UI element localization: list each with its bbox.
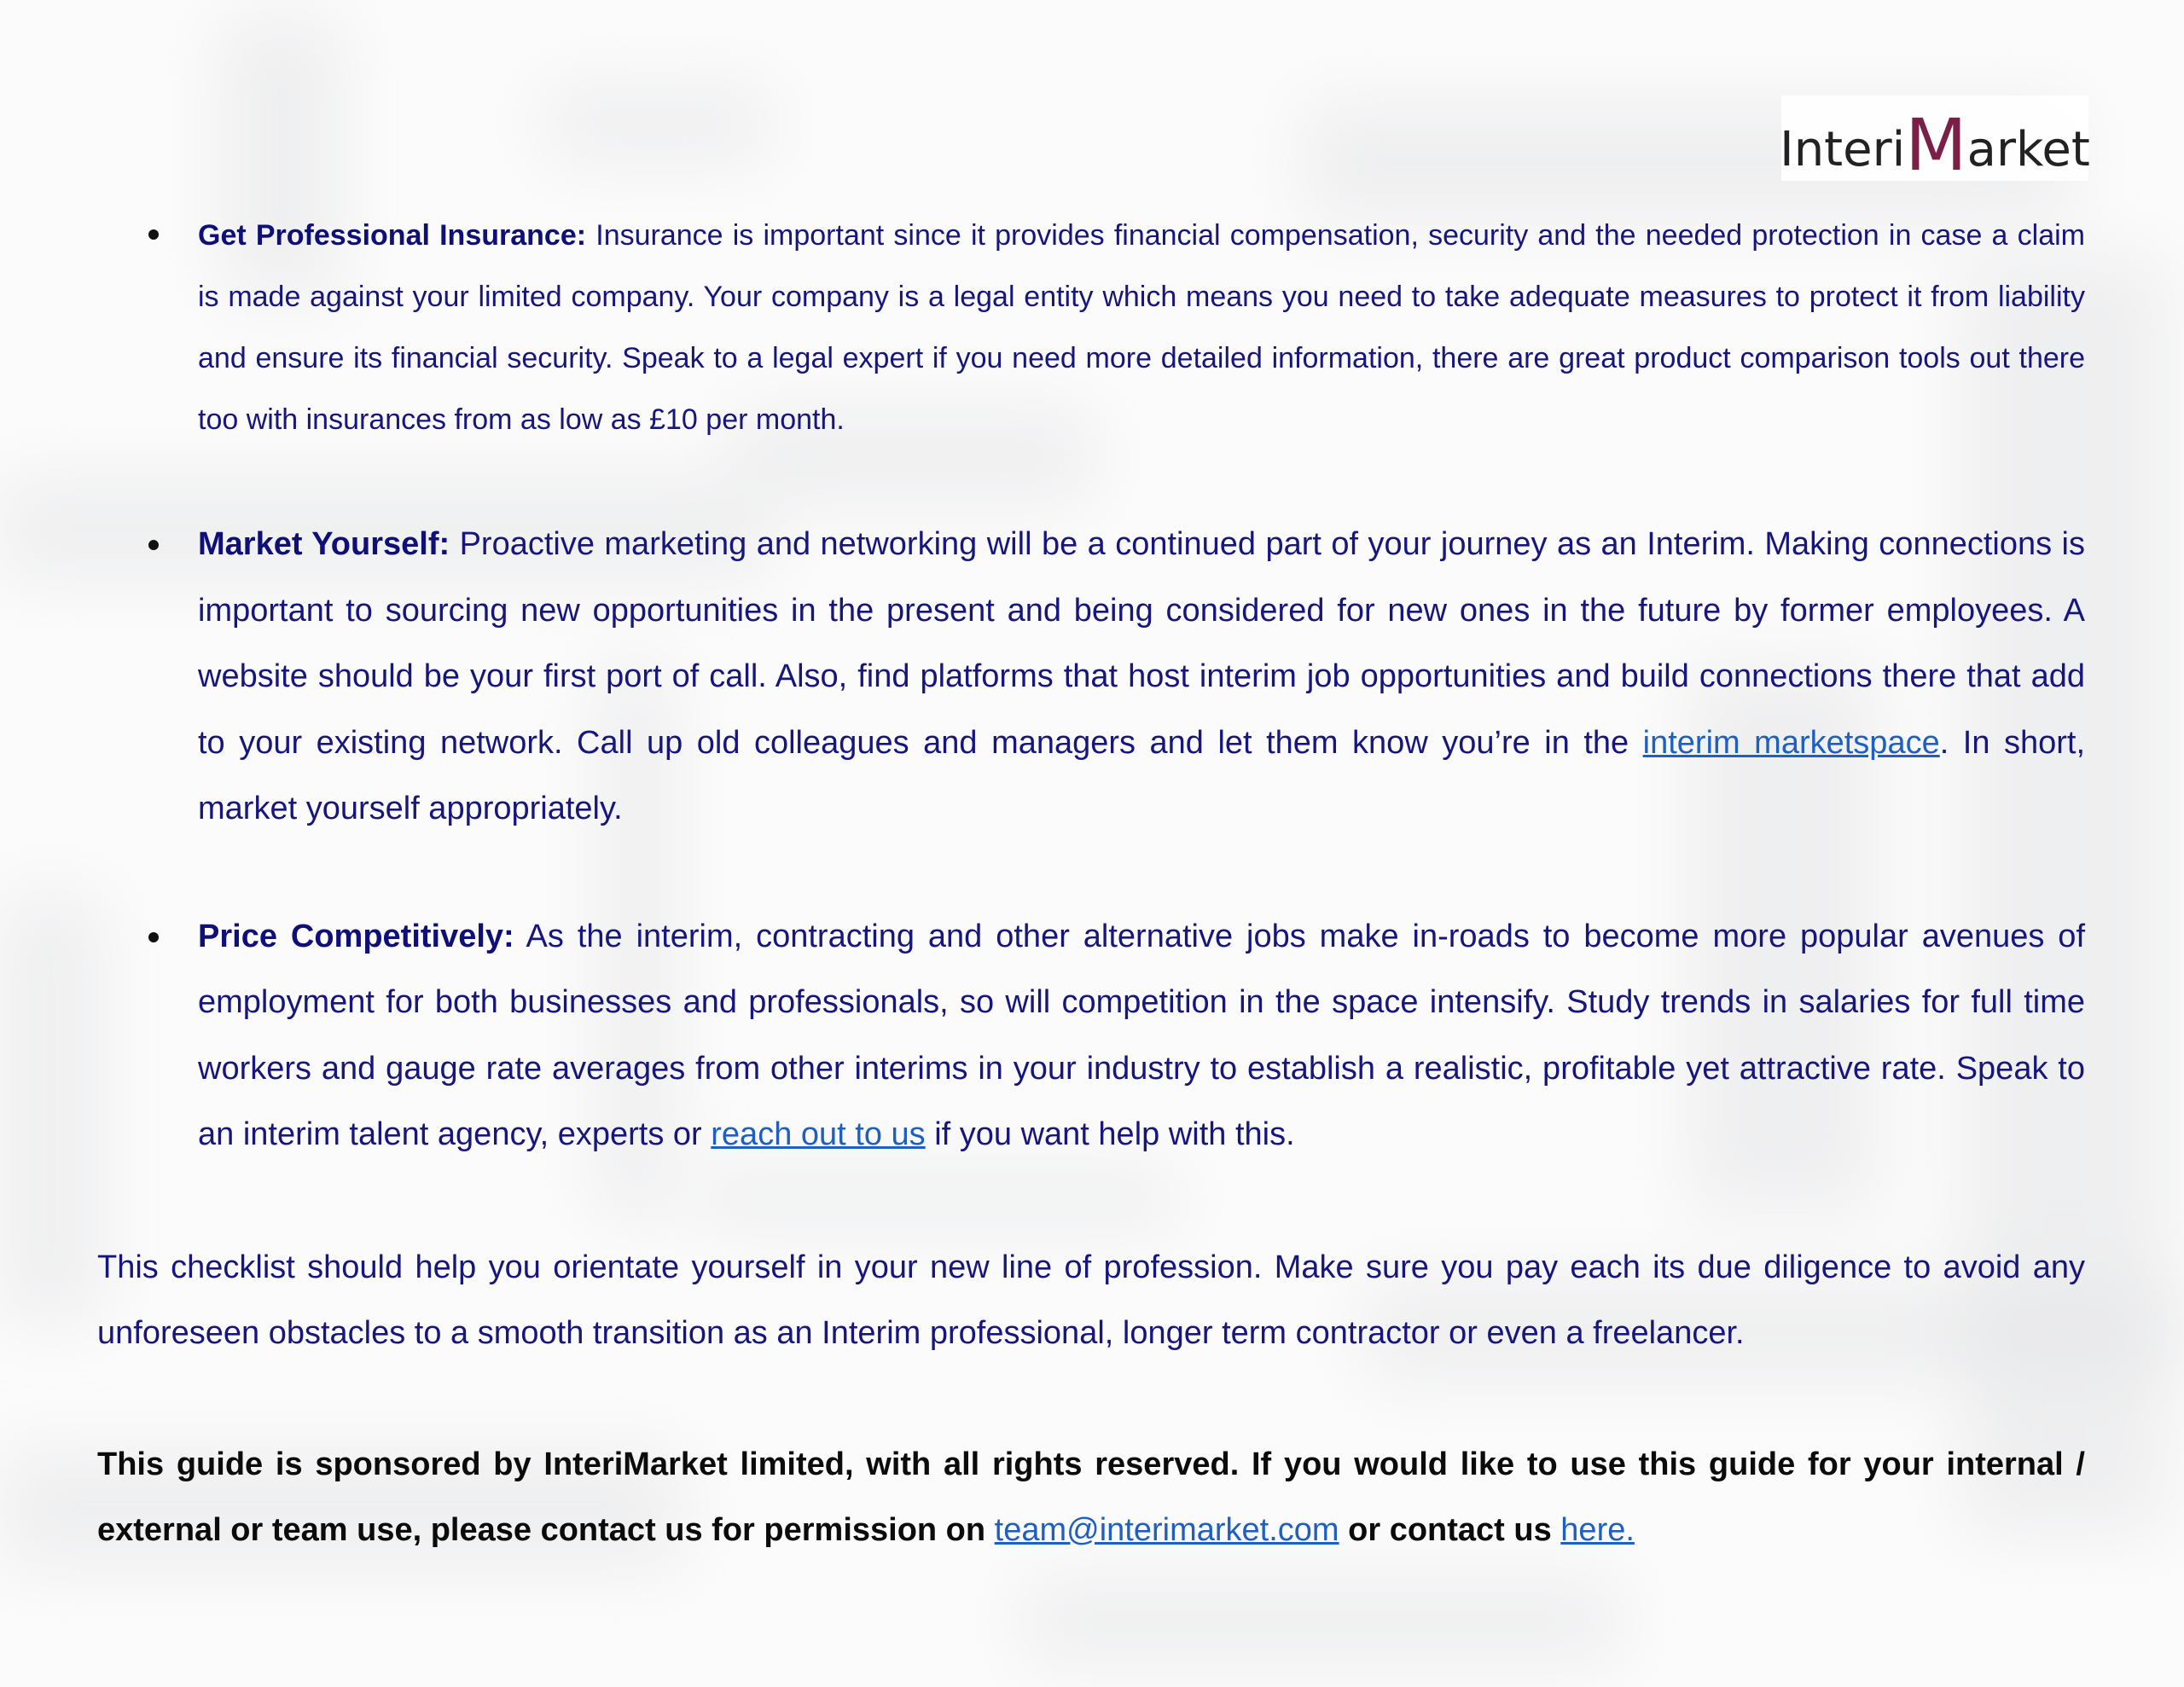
bullet-dot [148, 932, 159, 942]
document-body [97, 205, 2085, 1597]
bullet-price-competitively [97, 904, 2085, 1168]
sponsor-text: This guide is sponsored by InteriMarket limited, with all rights reserved. If you would like to use this guide for your internal / external or team use, please contact us for permission on [97, 1446, 2085, 1548]
bullet-dot [148, 229, 159, 240]
bullet-text: Insurance is important since it provides financial compensation, security and the needed protection in case a claim is made against your limited company. Your company is a legal entity which means you need to take adequate measures to protect it from liability and ensure its financial security. Speak to a legal expert if you need more detailed information, there are great product comparison tools out there too with insurances from as low as £10 per month. [198, 219, 2085, 436]
contact-here-link[interactable]: here. [1560, 1512, 1635, 1548]
bullet-professional-insurance [97, 205, 2085, 450]
logo-letter-m: M [1905, 103, 1967, 187]
email-link[interactable]: team@interimarket.com [994, 1512, 1339, 1548]
checklist-paragraph: This checklist should help you orientate yourself in your new line of profession. Make sure you pay each its due diligence to avoid any unforeseen obstacles to a smooth transition as an Interim professional, longer term contractor or even a freelancer. [97, 1249, 2085, 1351]
bullet-text-end: . In short, market yourself appropriately. [198, 724, 2085, 826]
logo-text-interi: Interi [1780, 122, 1906, 177]
logo-text-arket: arket [1966, 122, 2090, 177]
sponsor-paragraph [97, 1432, 2085, 1564]
bullet-text: As the interim, contracting and other alternative jobs make in-roads to become more popular avenues of employment for both businesses and professionals, so will competition in the space intensify. Study trends in salaries for full time workers and gauge rate averages from other interims in your industry to establish a realistic, profitable yet attractive rate. Speak to an interim talent agency, experts or [198, 918, 2085, 1152]
bullet-text-end: if you want help with this. [925, 1116, 1295, 1152]
bullet-market-yourself [97, 512, 2085, 843]
interimarket-logo [1780, 96, 2090, 187]
interim-marketspace-link[interactable]: interim marketspace [1642, 724, 1940, 761]
bullet-label: Get Professional Insurance: [198, 219, 587, 252]
bullet-dot [148, 540, 159, 550]
sponsor-text-middle: or contact us [1339, 1512, 1561, 1548]
bullet-label: Price Competitively: [198, 918, 514, 954]
bullet-label: Market Yourself: [198, 526, 450, 562]
bullet-text: Proactive marketing and networking will be a continued part of your journey as an Interim. Making connections is important to sourcing new opportunities in the present and being considered for new ones in the future by former employees. A website should be your first port of call. Also, find platforms that host interim job opportunities and build connections there that add to your existing network. Call up old colleagues and managers and let them know you’re in the [198, 526, 2085, 761]
reach-out-link[interactable]: reach out to us [711, 1116, 926, 1152]
